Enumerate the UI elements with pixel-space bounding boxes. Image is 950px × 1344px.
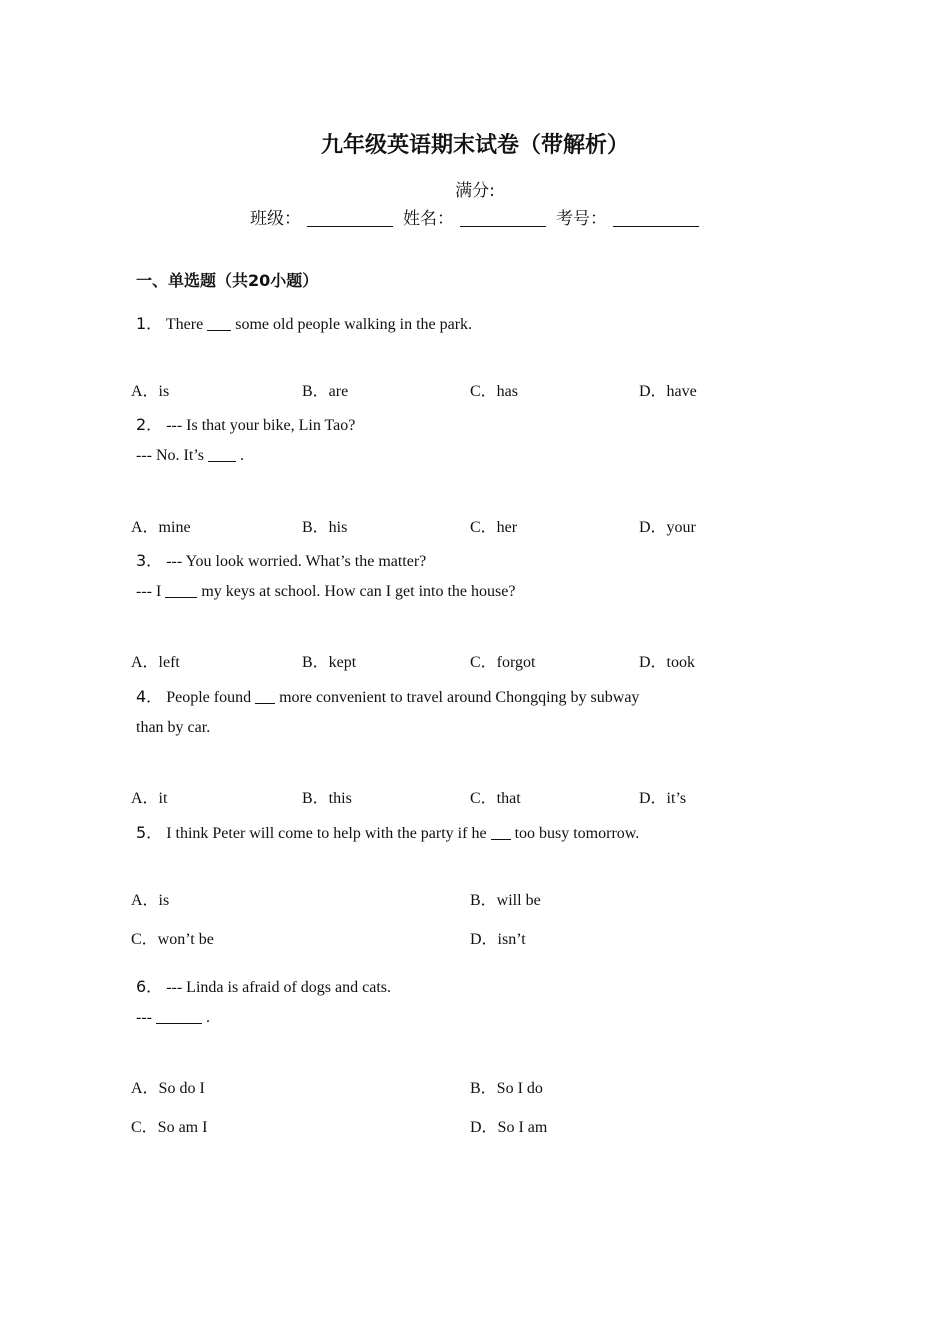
option-d[interactable]: D．have bbox=[639, 383, 697, 400]
question-text: too busy tomorrow. bbox=[514, 825, 640, 842]
option-a[interactable]: A．is bbox=[131, 383, 170, 400]
question-4-stem bbox=[136, 684, 639, 707]
question-3-stem bbox=[136, 548, 426, 571]
score-label: 满分: bbox=[455, 181, 495, 201]
option-b[interactable]: B．are bbox=[302, 383, 349, 400]
option-c[interactable]: C．forgot bbox=[470, 654, 536, 671]
question-text: There bbox=[165, 316, 204, 333]
option-a[interactable]: A．mine bbox=[131, 519, 191, 536]
question-text: . bbox=[239, 447, 244, 464]
section-title: 一、单选题（共20小题） bbox=[136, 271, 319, 290]
question-number: 6． bbox=[136, 977, 163, 996]
question-text: some old people walking in the park. bbox=[235, 316, 473, 333]
question-1-stem bbox=[136, 311, 472, 334]
question-text: . bbox=[205, 1009, 210, 1026]
answer-blank bbox=[156, 1009, 202, 1024]
option-c[interactable]: C．that bbox=[470, 790, 521, 807]
question-number: 3． bbox=[136, 551, 163, 570]
class-label: 班级： bbox=[250, 209, 301, 229]
number-blank[interactable] bbox=[613, 210, 699, 227]
option-c[interactable]: C．her bbox=[470, 519, 518, 536]
option-b[interactable]: B．will be bbox=[470, 892, 541, 909]
option-b[interactable]: B．this bbox=[302, 790, 352, 807]
question-number: 2． bbox=[136, 415, 163, 434]
answer-blank bbox=[207, 316, 231, 331]
option-a[interactable]: A．left bbox=[131, 654, 180, 671]
question-text: --- You look worried. What’s the matter? bbox=[166, 553, 427, 570]
question-text: People found bbox=[166, 689, 252, 706]
question-number: 1． bbox=[136, 314, 163, 333]
question-5-stem bbox=[136, 820, 639, 843]
question-4-line-2: than by car. bbox=[136, 719, 211, 736]
question-number: 5． bbox=[136, 823, 163, 842]
question-text: --- Linda is afraid of dogs and cats. bbox=[166, 979, 391, 996]
question-6-line-2 bbox=[136, 1009, 210, 1027]
question-6-stem bbox=[136, 974, 391, 997]
answer-blank bbox=[255, 689, 275, 704]
option-b[interactable]: B．So I do bbox=[470, 1080, 543, 1097]
exam-title: 九年级英语期末试卷（带解析） bbox=[320, 133, 629, 158]
question-text: --- bbox=[136, 1009, 152, 1026]
option-a[interactable]: A．is bbox=[131, 892, 170, 909]
number-label: 考号： bbox=[556, 209, 607, 229]
question-2-line-2 bbox=[136, 447, 244, 465]
question-text: --- No. It’s bbox=[136, 447, 204, 464]
question-3-line-2 bbox=[136, 583, 515, 601]
question-number: 4． bbox=[136, 687, 163, 706]
option-d[interactable]: D．it’s bbox=[639, 790, 687, 807]
question-text: I think Peter will come to help with the party if he bbox=[166, 825, 487, 842]
question-2-stem bbox=[136, 412, 355, 435]
class-blank[interactable] bbox=[307, 210, 393, 227]
name-blank[interactable] bbox=[460, 210, 546, 227]
option-b[interactable]: B．his bbox=[302, 519, 348, 536]
option-d[interactable]: D．So I am bbox=[470, 1119, 548, 1136]
name-label: 姓名： bbox=[403, 209, 454, 229]
question-text: my keys at school. How can I get into the house? bbox=[201, 583, 516, 600]
option-d[interactable]: D．your bbox=[639, 519, 696, 536]
option-a[interactable]: A．it bbox=[131, 790, 168, 807]
option-d[interactable]: D．isn’t bbox=[470, 931, 526, 948]
option-c[interactable]: C．has bbox=[470, 383, 519, 400]
option-b[interactable]: B．kept bbox=[302, 654, 357, 671]
answer-blank bbox=[491, 825, 511, 840]
option-c[interactable]: C．won’t be bbox=[131, 931, 214, 948]
question-text: --- Is that your bike, Lin Tao? bbox=[166, 417, 356, 434]
answer-blank bbox=[208, 447, 236, 462]
option-a[interactable]: A．So do I bbox=[131, 1080, 205, 1097]
question-text: more convenient to travel around Chongqing by subway bbox=[279, 689, 640, 706]
question-text: --- I bbox=[136, 583, 162, 600]
option-d[interactable]: D．took bbox=[639, 654, 696, 671]
student-info-line bbox=[250, 204, 709, 229]
answer-blank bbox=[165, 583, 197, 598]
option-c[interactable]: C．So am I bbox=[131, 1119, 208, 1136]
